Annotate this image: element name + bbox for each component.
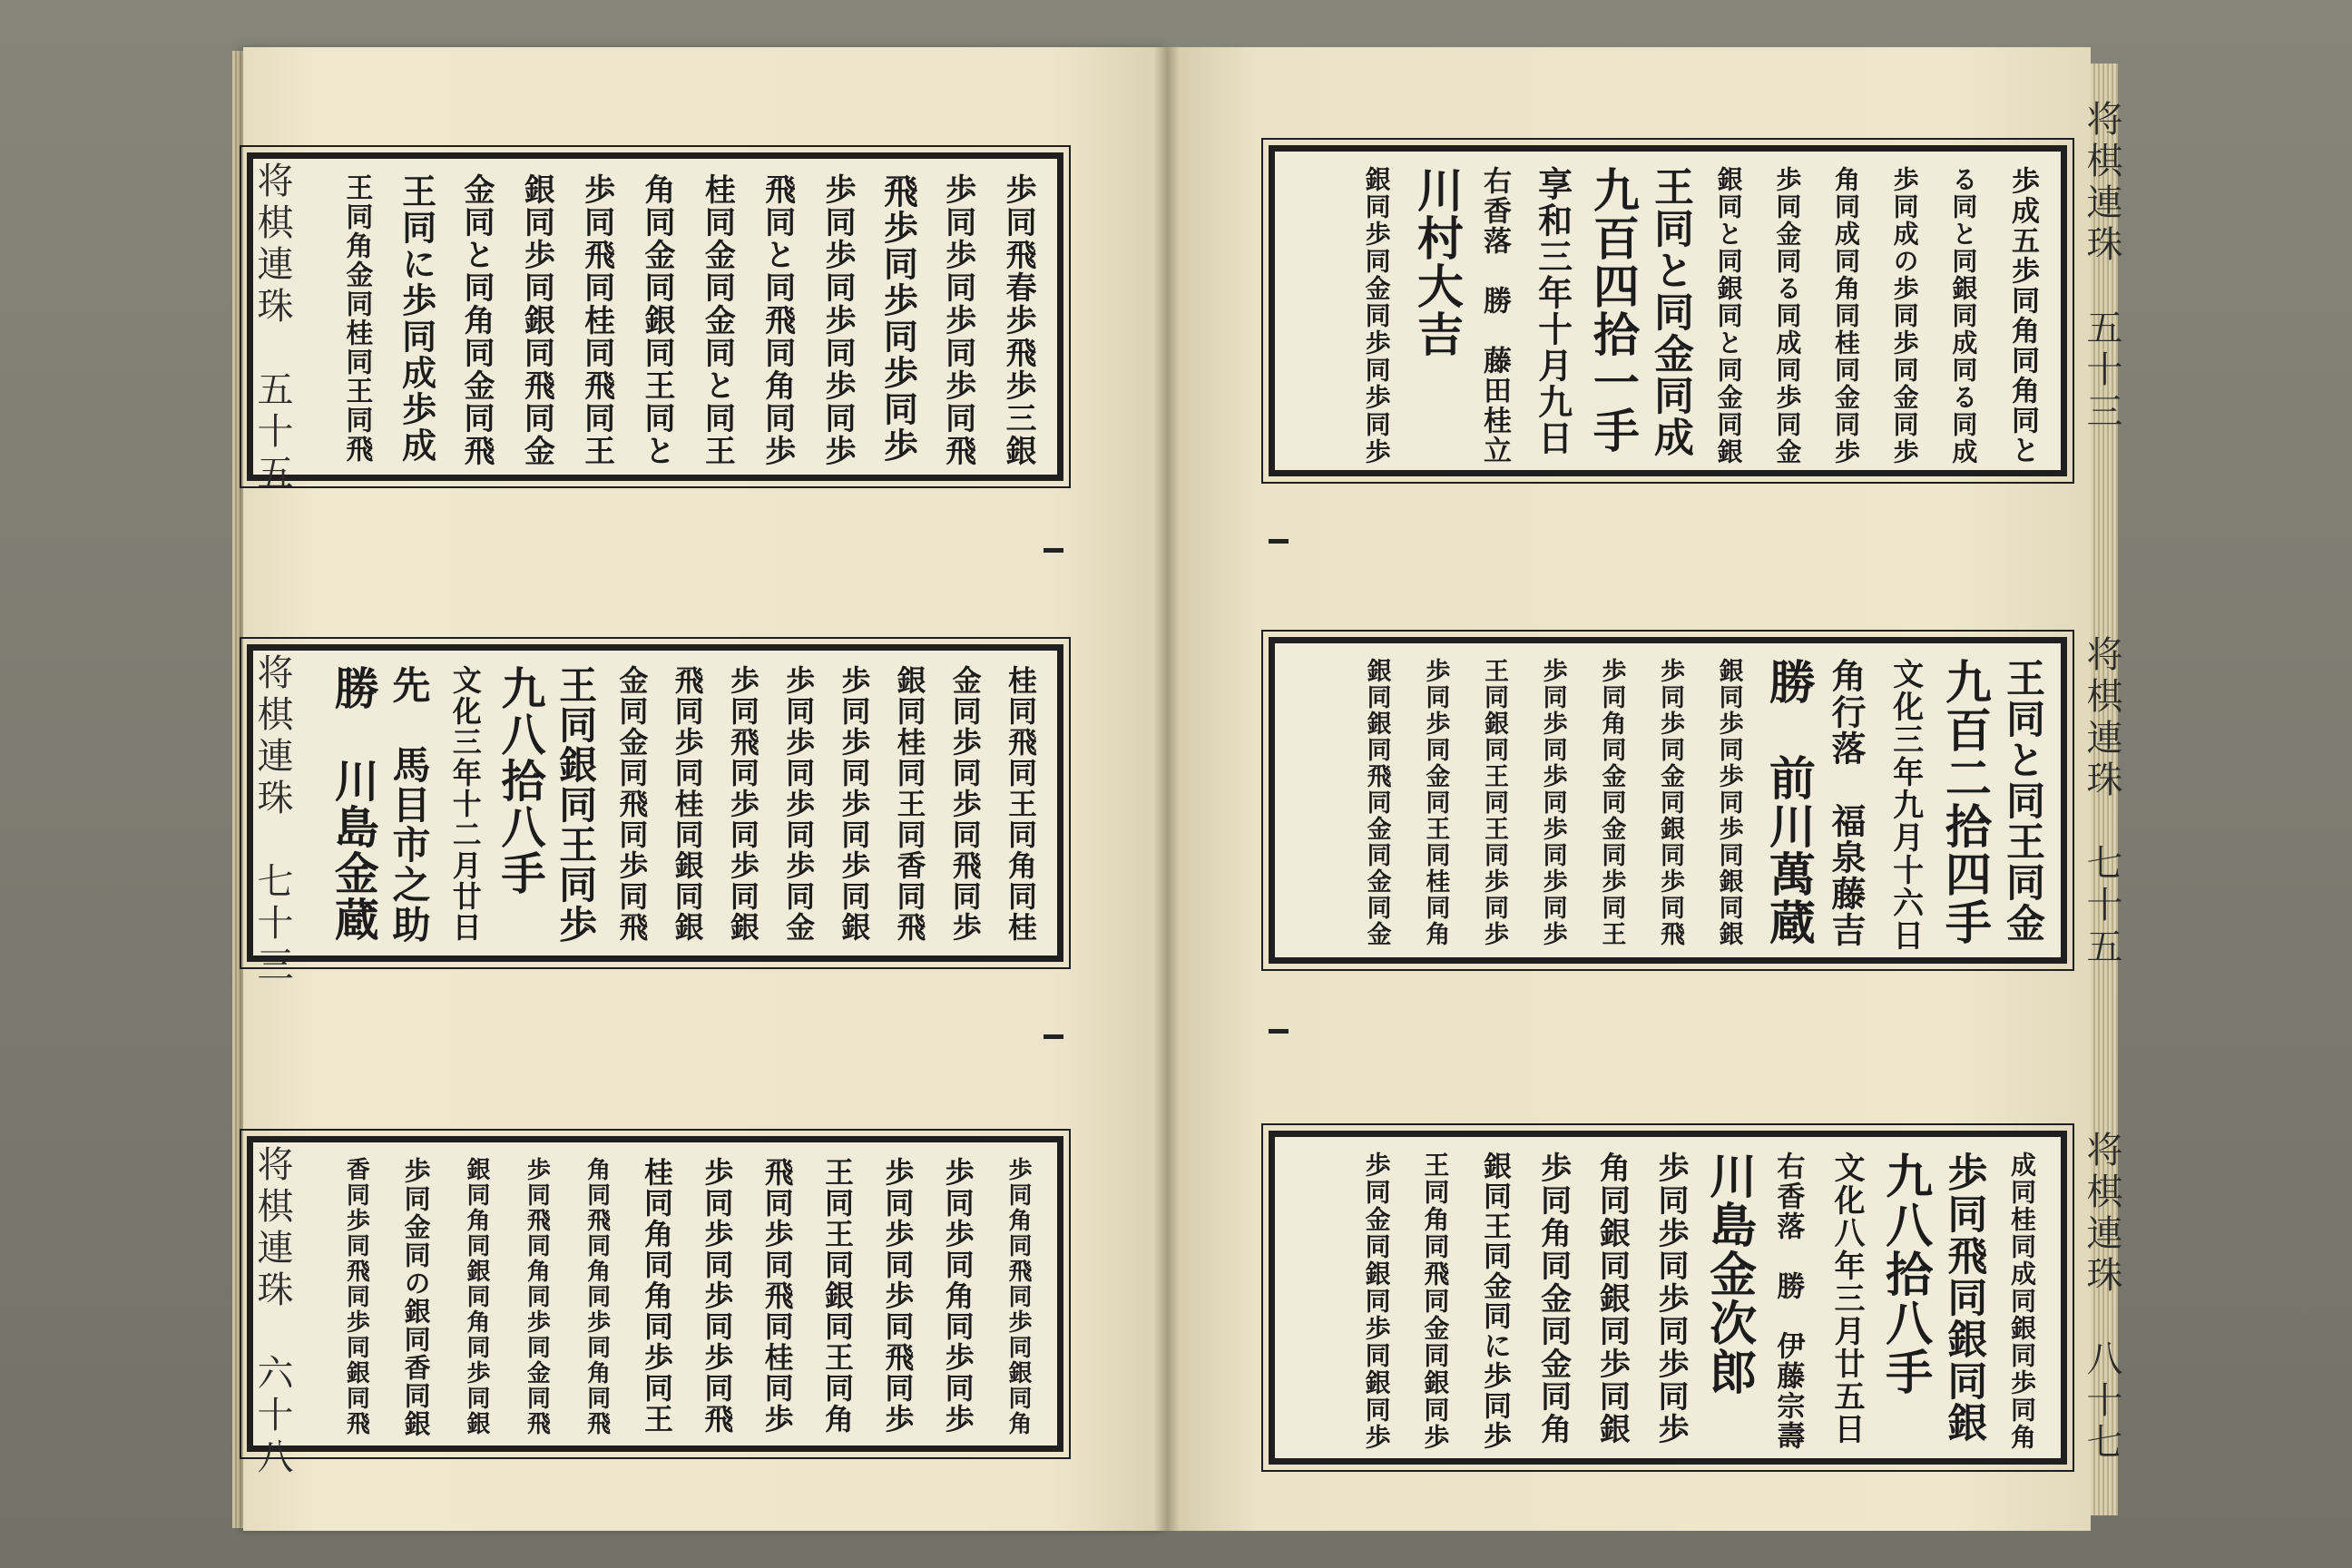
text-column: 文化三年十二月廿日: [447, 665, 483, 943]
left-top-panel: [247, 152, 1063, 481]
fold-mark: [1044, 548, 1063, 553]
text-column: 歩同歩同歩同歩同飛: [700, 1157, 735, 1435]
text-column: 先 馬目市之助: [387, 665, 432, 945]
text-column: 銀同銀同飛同金同金同金: [1362, 658, 1391, 947]
text-column: 王同に歩同成歩成: [396, 173, 437, 464]
right-bottom-page-label: 将棋連珠 八十七: [2081, 1131, 2122, 1465]
left-middle-page-label: 将棋連珠 七十三: [251, 653, 293, 987]
text-column: 角同成同角同桂同金同歩: [1831, 166, 1861, 466]
right-middle-panel: [1269, 637, 2067, 964]
text-column: 歩同歩同歩同歩同歩: [819, 173, 856, 467]
text-column: 九八拾八手: [494, 665, 547, 897]
text-column: 歩同歩同金同銀同歩同飛: [1656, 658, 1684, 947]
text-column: 歩同金同る同成同歩同金: [1772, 166, 1803, 466]
left-bottom-panel: [247, 1136, 1063, 1452]
text-column: る同と同銀同成同る同成: [1948, 166, 1979, 466]
text-column: 歩同金同銀同歩同銀同歩: [1361, 1152, 1392, 1451]
left-top-columns: [262, 168, 1048, 466]
left-bottom-page-label: 将棋連珠 六十八: [251, 1145, 293, 1479]
text-column: 右香落 勝 伊藤宗壽: [1771, 1152, 1805, 1451]
text-column: 銀同角同銀同角同歩同銀: [463, 1157, 490, 1436]
text-column: 九八拾八手: [1877, 1152, 1933, 1396]
text-column: 歩同歩同金同王同桂同角: [1421, 658, 1450, 947]
text-column: 歩同飛同歩同歩同銀: [725, 665, 760, 943]
text-column: 王同銀同王同歩: [554, 665, 599, 945]
text-column: 歩同角同金同金同歩同王: [1597, 658, 1626, 947]
text-column: 歩同角同金同金同角: [1534, 1152, 1572, 1446]
text-column: 歩成五歩同角同角同と: [2006, 166, 2039, 466]
text-column: 歩同歩同歩同歩同歩: [1652, 1152, 1689, 1446]
text-column: 享和三年十月九日: [1532, 166, 1573, 456]
right-bottom-panel: [1269, 1131, 2067, 1465]
left-bottom-columns: [262, 1152, 1048, 1436]
right-top-panel: [1269, 145, 2067, 476]
text-column: 角同銀同銀同歩同銀: [1593, 1152, 1631, 1446]
text-column: 歩同成の歩同歩同金同歩: [1889, 166, 1920, 466]
text-column: 金同金同飛同歩同飛: [614, 665, 650, 943]
right-bottom-columns: [1284, 1146, 2052, 1449]
text-column: 川村大吉: [1408, 166, 1464, 358]
fold-mark: [1269, 1029, 1289, 1034]
text-column: 桂同角同角同歩同王: [640, 1157, 674, 1435]
text-column: 銀同桂同王同香同飛: [892, 665, 927, 943]
text-column: 九百四拾一手: [1584, 166, 1640, 455]
text-column: 歩同歩同歩同歩同金: [781, 665, 817, 943]
right-top-page-label: 将棋連珠 五十三: [2081, 100, 2122, 434]
text-column: 銀同歩同銀同飛同金: [518, 173, 555, 467]
text-column: 王同と同王同金: [2000, 658, 2045, 944]
text-column: 銀同と同銀同と同金同銀: [1713, 166, 1744, 466]
text-column: 銀同王同金同に歩同歩: [1478, 1152, 1511, 1451]
text-column: 歩同歩同歩同飛同歩: [880, 1157, 916, 1435]
book-gutter: [1154, 47, 1180, 1531]
text-column: 文化三年九月十六日: [1886, 658, 1924, 952]
text-column: 王同角同飛同金同銀同歩: [1420, 1152, 1451, 1451]
text-column: 右香落 勝 藤田桂立: [1478, 166, 1511, 466]
text-column: 歩同金同の銀同香同銀: [400, 1157, 432, 1438]
text-column: 飛歩同歩同歩同歩: [877, 173, 919, 464]
text-column: 角行落 福泉藤吉: [1826, 658, 1867, 948]
text-column: 王同角金同桂同王同飛: [340, 173, 373, 464]
text-column: 香同歩同飛同歩同銀同飛: [342, 1157, 370, 1436]
fold-mark: [1269, 539, 1289, 544]
text-column: 勝 川島金蔵: [328, 665, 381, 943]
text-column: 飛同歩同桂同銀同銀: [670, 665, 705, 943]
fold-mark: [1044, 1034, 1063, 1039]
text-column: 川島金次郎: [1700, 1152, 1757, 1396]
left-middle-panel: [247, 644, 1063, 962]
text-column: 飛同歩同飛同桂同歩: [760, 1157, 795, 1435]
text-column: 歩同飛同桂同飛同王: [578, 173, 615, 467]
text-column: 歩同歩同角同歩同歩: [940, 1157, 975, 1435]
text-column: 文化八年三月廿五日: [1828, 1152, 1865, 1446]
right-middle-page-label: 将棋連珠 七十五: [2081, 635, 2122, 969]
text-column: 歩同歩同歩同歩同銀: [837, 665, 872, 943]
text-column: 歩同歩同歩同歩同飛: [939, 173, 976, 467]
text-column: 王同王同銀同王同角: [820, 1157, 855, 1435]
right-top-columns: [1284, 161, 2052, 466]
text-column: 九百二拾四手: [1936, 658, 1992, 946]
left-middle-columns: [262, 660, 1048, 946]
text-column: 王同と同金同成: [1647, 166, 1693, 458]
text-column: 王同銀同王同王同歩同歩: [1480, 658, 1508, 947]
text-column: 角同飛同角同歩同角同飛: [583, 1157, 611, 1436]
text-column: 歩同飛春歩飛歩三銀: [1000, 173, 1036, 467]
text-column: 銀同歩同金同歩同歩同歩: [1361, 166, 1392, 466]
text-column: 歩同歩同歩同歩同歩同歩: [1538, 658, 1567, 947]
text-column: 金同と同角同金同飛: [458, 173, 495, 467]
text-column: 歩同飛同角同歩同金同飛: [523, 1157, 551, 1436]
left-top-page-label: 将棋連珠 五十五: [251, 162, 293, 495]
text-column: 飛同と同飛同角同歩: [759, 173, 796, 467]
text-column: 歩同角同飛同歩同銀同角: [1004, 1157, 1032, 1436]
right-middle-columns: [1284, 652, 2052, 952]
text-column: 勝 前川萬蔵: [1760, 658, 1816, 946]
text-column: 角同金同銀同王同と: [639, 173, 675, 467]
text-column: 桂同飛同王同角同桂: [1004, 665, 1038, 943]
text-column: 成同桂同成同銀同歩同角: [2007, 1152, 2037, 1451]
text-column: 歩同飛同銀同銀: [1940, 1152, 1987, 1444]
text-column: 銀同歩同歩同歩同銀同銀: [1714, 658, 1743, 947]
text-column: 金同歩同歩同飛同歩: [947, 665, 983, 943]
text-column: 桂同金同金同と同王: [699, 173, 736, 467]
